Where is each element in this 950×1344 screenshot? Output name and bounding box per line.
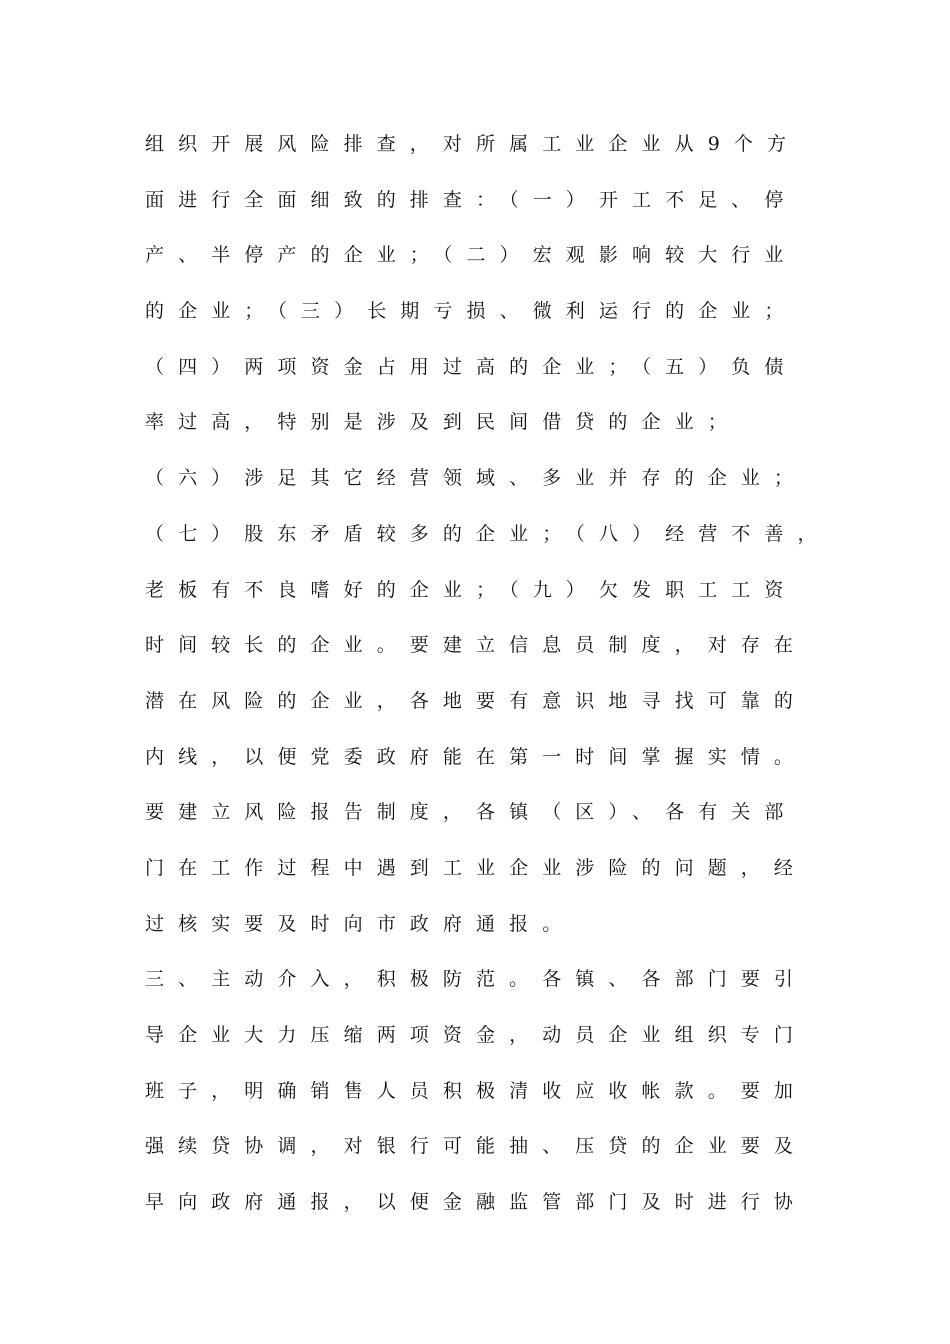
text-line: 时间较长的企业。要建立信息员制度，对存在: [145, 634, 808, 657]
text-line: （六）涉足其它经营领域、多业并存的企业；: [145, 467, 808, 490]
text-line: 强续贷协调，对银行可能抽、压贷的企业要及: [145, 1135, 808, 1158]
text-line: （七）股东矛盾较多的企业；（八）经营不善，: [145, 522, 831, 545]
text-line: 班子，明确销售人员积极清收应收帐款。要加: [145, 1079, 808, 1102]
text-line: 面进行全面细致的排查：（一）开工不足、停: [145, 188, 798, 211]
text-line: 早向政府通报，以便金融监管部门及时进行协: [145, 1191, 808, 1214]
document-body: [145, 128, 845, 1242]
text-line: 组织开展风险排查，对所属工业企业从9个方: [145, 133, 801, 155]
text-line: 产、半停产的企业；（二）宏观影响较大行业: [145, 244, 798, 267]
text-line: 导企业大力压缩两项资金，动员企业组织专门: [145, 1024, 808, 1046]
text-line: 要建立风险报告制度，各镇（区）、各有关部: [145, 801, 798, 824]
text-line: 过核实要及时向市政府通报。: [145, 912, 576, 935]
text-line: 三、主动介入，积极防范。各镇、各部门要引: [145, 968, 808, 991]
text-line: 的企业；（三）长期亏损、微利运行的企业；: [145, 300, 798, 323]
text-line: （四）两项资金占用过高的企业；（五）负债: [145, 355, 798, 378]
text-line: 潜在风险的企业，各地要有意识地寻找可靠的: [145, 689, 808, 712]
text-line: 内线，以便党委政府能在第一时间掌握实情。: [145, 745, 808, 768]
text-line: 率过高，特别是涉及到民间借贷的企业；: [145, 411, 741, 434]
text-line: 老板有不良嗜好的企业；（九）欠发职工工资: [145, 578, 798, 601]
text-line: 门在工作过程中遇到工业企业涉险的问题，经: [145, 856, 808, 879]
